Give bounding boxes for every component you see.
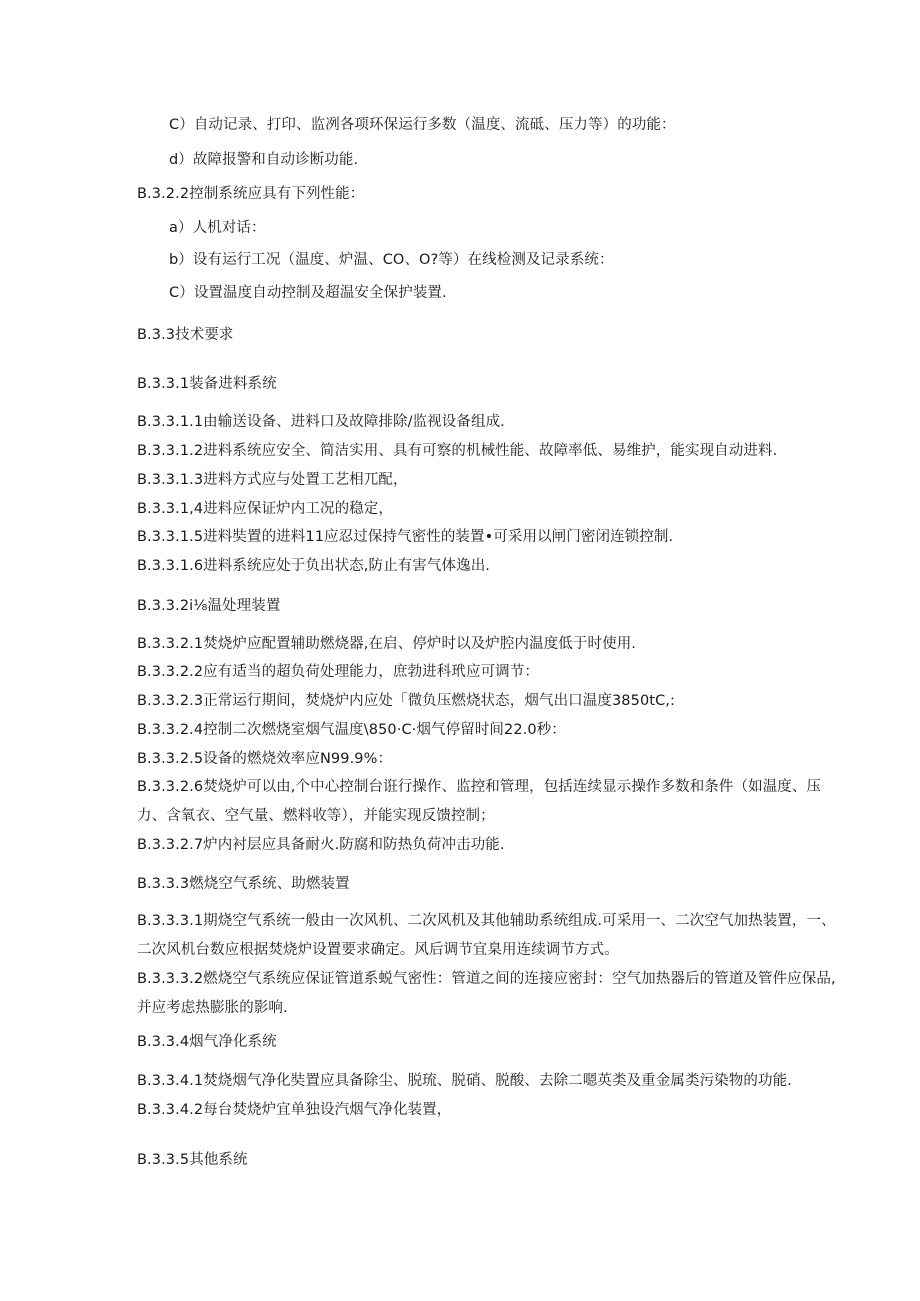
item-c-temp-control: C）设置温度自动控制及超温安全保护装置. bbox=[169, 285, 447, 301]
para-b3-3-2-1: B.3.3.2.1焚烧炉应配置辅助燃烧器,在启、停炉时以及炉腔内温度低于时使用. bbox=[137, 636, 637, 652]
para-b3-3-1-6: B.3.3.1.6进料系统应处于负出状态,防止有害气体逸出. bbox=[137, 558, 491, 574]
section-b3-3-4-heading: B.3.3.4烟气净化系统 bbox=[137, 1034, 277, 1050]
section-b3-3-heading: B.3.3技术要求 bbox=[137, 327, 234, 343]
para-b3-3-2-2: B.3.3.2.2应有适当的超负荷处理能力，庶勃进科玳应可调节： bbox=[137, 664, 539, 680]
para-b3-3-4-1: B.3.3.4.1焚烧烟气净化奘置应具备除尘、脱琉、脱硝、脱酸、去除二嗯英类及重金属类污染物的功能. bbox=[137, 1073, 792, 1089]
section-b3-3-1-heading: B.3.3.1装备进料系统 bbox=[137, 376, 277, 392]
para-b3-3-2-7: B.3.3.2.7炉内衬层应具备耐火.防腐和防热负荷冲击功能. bbox=[137, 837, 505, 853]
para-b3-3-2-6: B.3.3.2.6焚烧炉可以由,个中心控制台诳行操作、监控和管理，包括连续显示操作多数和条件（如温度、压力、含氧衣、空气量、燃料收等），并能实现反馈控制； bbox=[137, 779, 822, 824]
section-b3-2-2-heading: B.3.2.2控制系统应具有下列性能： bbox=[137, 186, 365, 202]
section-b3-3-5-heading: B.3.3.5其他系统 bbox=[137, 1152, 248, 1168]
para-b3-3-2-3: B.3.3.2.3正常运行期间，焚烧炉内应处「微负压燃烧状态，烟气出口温度3850tC,: bbox=[137, 693, 675, 709]
para-b3-3-1-2: B.3.3.1.2进料系统应安全、简洁实用、具有可察的机械性能、故障率低、易维护，能实现自动进料. bbox=[137, 443, 778, 459]
item-a-hmi: a）人机对话： bbox=[169, 220, 266, 236]
para-b3-3-2-5: B.3.3.2.5设备的燃烧效率应N99.9%： bbox=[137, 751, 393, 767]
para-b3-3-3-1: B.3.3.3.1期烧空气系统一般由一次风机、二次风机及其他辅助系统组成.可采用一、二次空气加热装置，一、二次风机台数应根据焚烧炉设置要求确定。风后调节宜臬用连续调节方式。 bbox=[137, 913, 836, 958]
para-b3-3-1-4: B.3.3.1,4进料应保证炉内工况的稳定， bbox=[137, 501, 393, 517]
para-b3-3-4-2: B.3.3.4.2每台焚烧炉宜单独设汽烟气净化装置， bbox=[137, 1102, 452, 1118]
para-b3-3-1-3: B.3.3.1.3进料方式应与处置工艺相兀配， bbox=[137, 472, 408, 488]
para-b3-3-2-4: B.3.3.2.4控制二次燃烧室烟气温度\850·C·烟气停留时间22.0秒： bbox=[137, 722, 566, 738]
item-c-auto-record: C）自动记录、打印、监冽各项环保运行多数（温度、流砥、压力等）的功能： bbox=[169, 117, 676, 133]
para-b3-3-1-1: B.3.3.1.1由输送设备、进料口及故障排除/监视设备组成. bbox=[137, 414, 505, 430]
para-b3-3-3-2: B.3.3.3.2燃烧空气系统应保证管道系蜕气密性：管道之间的连接应密封：空气加热器后的管道及管件应保品,并应考虑热膨胀的影响. bbox=[137, 971, 836, 1016]
item-d-fault-alarm: d）故障报警和自动诊断功能. bbox=[169, 152, 359, 168]
para-b3-3-1-5: B.3.3.1.5进料奘置的进料11应忍过保持气密性的装置•可采用以闸门密闭连锁控制. bbox=[137, 529, 674, 545]
section-b3-3-2-heading: B.3.3.2i⅛温处理装置 bbox=[137, 598, 281, 614]
item-b-online-monitoring: b）设有运行工况（温度、炉温、CO、O?等）在线检测及记录系统： bbox=[169, 252, 614, 268]
section-b3-3-3-heading: B.3.3.3燃烧空气系统、助燃装置 bbox=[137, 876, 350, 892]
